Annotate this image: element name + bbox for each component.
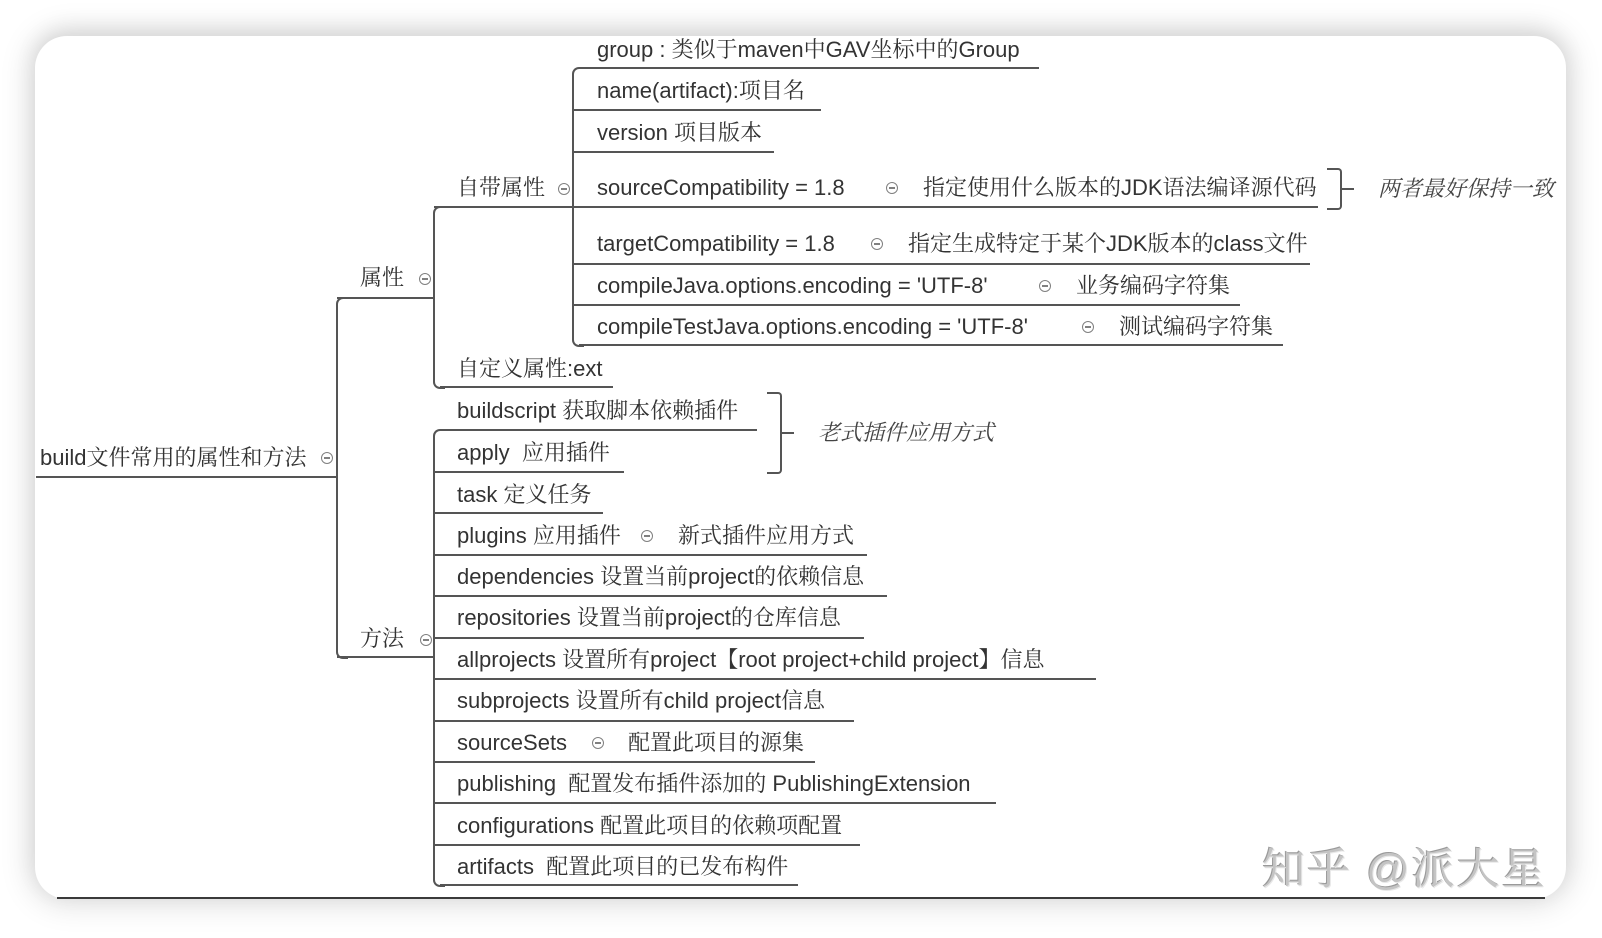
summary-bracket-old-plugin-tick [782, 432, 794, 434]
publishing-underline [434, 802, 996, 804]
node-publishing: publishing 配置发布插件添加的 PublishingExtension [457, 771, 971, 796]
collapse-icon[interactable] [641, 530, 653, 542]
summary-bracket-compatibility [1327, 168, 1342, 210]
collapse-icon[interactable] [886, 182, 898, 194]
collapse-icon[interactable] [1039, 280, 1051, 292]
sourcesets-underline [434, 761, 815, 763]
node-plugins-note: 新式插件应用方式 [678, 523, 855, 548]
node-group: group : 类似于maven中GAV坐标中的Group [597, 37, 1020, 62]
node-source-compatibility-note: 指定使用什么版本的JDK语法编译源代码 [923, 175, 1317, 200]
artifacts-underline [440, 884, 798, 886]
node-task: task 定义任务 [457, 482, 592, 507]
node-compilejava-encoding: compileJava.options.encoding = 'UTF-8' [597, 273, 988, 298]
node-configurations: configurations 配置此项目的依赖项配置 [457, 813, 843, 838]
root-node: build文件常用的属性和方法 [40, 445, 307, 470]
custom-underline [440, 386, 613, 388]
collapse-icon[interactable] [1082, 321, 1094, 333]
properties-underline [337, 297, 435, 299]
node-apply: apply 应用插件 [457, 440, 610, 465]
version-underline [573, 151, 774, 153]
apply-underline [434, 471, 624, 473]
node-custom-properties: 自定义属性:ext [457, 356, 603, 381]
node-dependencies: dependencies 设置当前project的依赖信息 [457, 564, 865, 589]
node-compilejava-encoding-note: 业务编码字符集 [1076, 273, 1231, 298]
node-methods: 方法 [360, 626, 405, 651]
summary-compatibility: 两者最好保持一致 [1378, 176, 1555, 201]
collapse-icon[interactable] [419, 273, 431, 285]
targetcompat-underline [573, 263, 1310, 265]
plugins-underline [434, 554, 867, 556]
methods-children-connector [433, 429, 445, 887]
node-target-compatibility: targetCompatibility = 1.8 [597, 231, 835, 256]
node-version: version 项目版本 [597, 120, 763, 145]
node-source-compatibility: sourceCompatibility = 1.8 [597, 175, 845, 200]
node-artifacts: artifacts 配置此项目的已发布构件 [457, 854, 789, 879]
task-underline [434, 512, 603, 514]
node-buildscript: buildscript 获取脚本依赖插件 [457, 398, 739, 423]
allprojects-underline [434, 678, 1096, 680]
sourcecompat-underline [573, 206, 1318, 208]
root-children-connector [336, 297, 348, 659]
root-underline [36, 476, 338, 478]
card-bottom-border [57, 897, 1545, 899]
node-target-compatibility-note: 指定生成特定于某个JDK版本的class文件 [908, 231, 1308, 256]
compilejava-underline [573, 304, 1240, 306]
node-repositories: repositories 设置当前project的仓库信息 [457, 605, 841, 630]
node-compiletestjava-encoding-note: 测试编码字符集 [1119, 314, 1274, 339]
node-sourcesets: sourceSets [457, 730, 568, 755]
name-underline [573, 109, 821, 111]
node-compiletestjava-encoding: compileTestJava.options.encoding = 'UTF-8' [597, 314, 1028, 339]
collapse-icon[interactable] [420, 634, 432, 646]
node-properties: 属性 [360, 265, 405, 290]
summary-bracket-compatibility-tick [1341, 188, 1354, 190]
node-plugins: plugins 应用插件 [457, 523, 621, 548]
node-builtin-properties: 自带属性 [457, 175, 546, 200]
collapse-icon[interactable] [321, 452, 333, 464]
node-sourcesets-note: 配置此项目的源集 [628, 730, 805, 755]
compiletestjava-underline [579, 344, 1283, 346]
collapse-icon[interactable] [871, 238, 883, 250]
methods-underline [337, 656, 435, 658]
builtin-underline [434, 206, 574, 208]
subprojects-underline [434, 720, 854, 722]
collapse-icon[interactable] [558, 183, 570, 195]
summary-old-plugin-style: 老式插件应用方式 [818, 420, 995, 445]
watermark: 知乎 @派大星 [1262, 846, 1547, 894]
node-subprojects: subprojects 设置所有child project信息 [457, 688, 826, 713]
dependencies-underline [434, 595, 887, 597]
repositories-underline [434, 637, 864, 639]
summary-bracket-old-plugin [767, 392, 782, 474]
buildscript-underline [440, 429, 757, 431]
collapse-icon[interactable] [592, 737, 604, 749]
node-name: name(artifact):项目名 [597, 78, 805, 103]
node-allprojects: allprojects 设置所有project【root project+child project】信息 [457, 647, 1045, 672]
configurations-underline [434, 844, 860, 846]
group-underline [579, 67, 1039, 69]
